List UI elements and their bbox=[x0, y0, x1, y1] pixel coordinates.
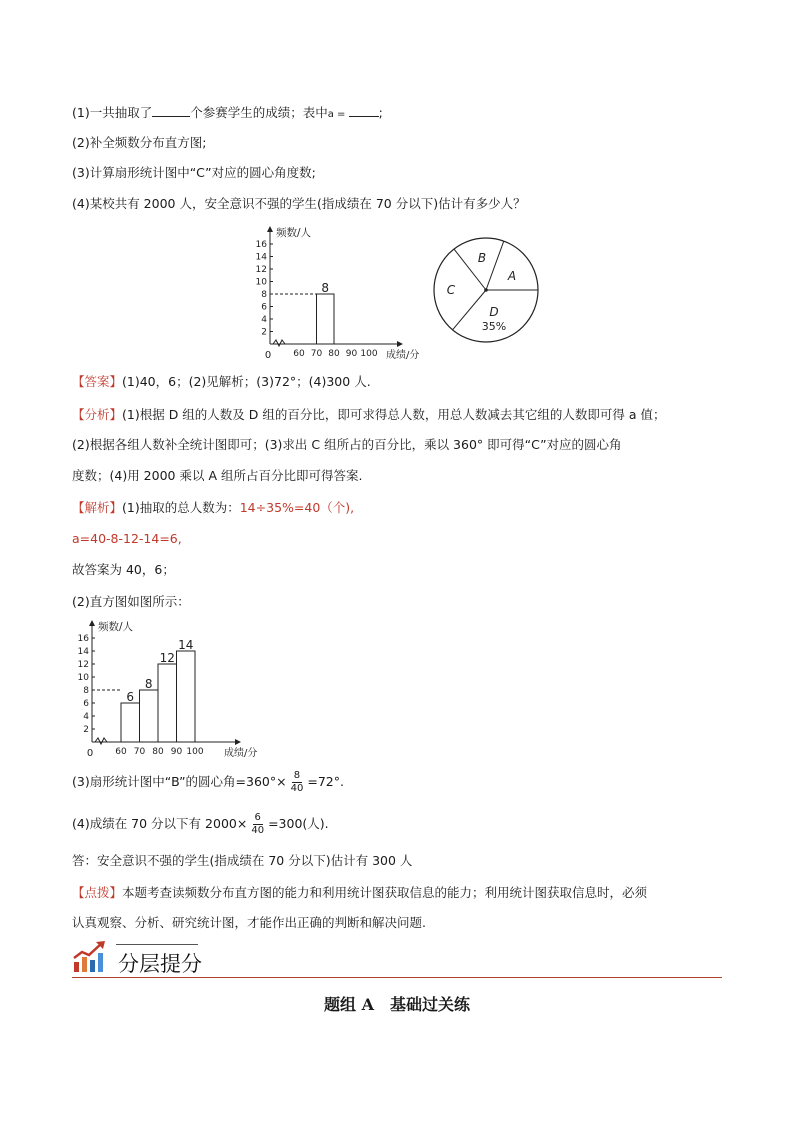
x-axis-arrow bbox=[235, 739, 241, 745]
pie-chart bbox=[432, 236, 540, 344]
y-tick-label: 12 bbox=[77, 660, 89, 670]
answer-text: (1)40，6；(2)见解析；(3)72°；(4)300 人. bbox=[122, 374, 371, 389]
histogram-bar bbox=[140, 690, 159, 742]
histogram-bar bbox=[177, 651, 196, 742]
y-tick-label: 10 bbox=[255, 277, 267, 288]
analysis-line-3: 度数；(4)用 2000 乘以 A 组所占百分比即可得答案. bbox=[72, 468, 363, 483]
comment-text-1: 本题考查读频数分布直方图的能力和利用统计图获取信息的能力；利用统计图获取信息时，必须 bbox=[122, 885, 648, 900]
q1-var: a = bbox=[327, 109, 349, 120]
analysis-tag: 【分析】 bbox=[72, 407, 123, 422]
analysis-text-1: (1)根据 D 组的人数及 D 组的百分比，即可求得总人数，用总人数减去其它组的人数即可得 a 值； bbox=[122, 407, 666, 422]
x-axis-arrow bbox=[397, 341, 403, 347]
x-tick-label: 60 bbox=[115, 747, 127, 757]
y-axis-label: 频数/人 bbox=[276, 227, 312, 239]
y-tick-label: 2 bbox=[261, 327, 267, 338]
question-3: (3)计算扇形统计图中“C”对应的圆心角度数; bbox=[72, 165, 316, 180]
x-tick-label: 100 bbox=[360, 349, 378, 359]
x-tick-label: 60 bbox=[293, 349, 305, 359]
x-axis-label: 成绩/分 bbox=[224, 748, 258, 759]
analysis-line-1 bbox=[72, 406, 665, 424]
pie-slice-label: C bbox=[446, 283, 456, 297]
solution-text-1a: (1)抽取的总人数为： bbox=[122, 500, 240, 515]
answer-tag: 【答案】 bbox=[72, 374, 123, 389]
solution-text-1b: 14÷35%=40（个), bbox=[239, 500, 355, 515]
bar-value-label: 8 bbox=[321, 281, 330, 295]
histogram-bar bbox=[121, 703, 140, 742]
solution-line-2: a=40-8-12-14=6, bbox=[72, 531, 182, 546]
x-tick-label: 80 bbox=[152, 747, 164, 757]
y-tick-label: 4 bbox=[261, 315, 267, 325]
x-axis-label: 成绩/分 bbox=[386, 350, 420, 361]
solution-line-6 bbox=[72, 812, 329, 837]
solution-text-6b: =300(人). bbox=[268, 816, 329, 831]
pie-slice-label: B bbox=[477, 251, 487, 265]
histogram-incomplete bbox=[252, 226, 432, 368]
solution-line-7: 答：安全意识不强的学生(指成绩在 70 分以下)估计有 300 人 bbox=[72, 853, 413, 868]
comment-line-2: 认真观察、分析、研究统计图，才能作出正确的判断和解决问题. bbox=[72, 915, 426, 930]
y-tick-label: 12 bbox=[255, 265, 267, 275]
group-title: 题组 A 基础过关练 bbox=[324, 995, 470, 1014]
y-tick-label: 16 bbox=[255, 240, 267, 250]
q1-end: ; bbox=[378, 105, 383, 120]
y-tick-label: 6 bbox=[83, 699, 89, 709]
pie-slice-value: 35% bbox=[481, 320, 507, 333]
fraction-6-40 bbox=[249, 812, 266, 837]
fraction-denominator: 40 bbox=[290, 783, 304, 794]
y-tick-label: 14 bbox=[77, 647, 89, 657]
pie-slice-label: D bbox=[489, 305, 499, 319]
solution-tag: 【解析】 bbox=[72, 500, 123, 515]
fraction-8-40 bbox=[289, 770, 306, 795]
axis-break bbox=[95, 738, 107, 744]
histogram-complete bbox=[60, 618, 270, 760]
x-tick-label: 90 bbox=[170, 747, 183, 757]
bar-value-label: 12 bbox=[159, 651, 175, 665]
answer-line bbox=[72, 373, 371, 391]
section-divider bbox=[72, 977, 722, 978]
origin-label: 0 bbox=[86, 748, 94, 759]
solution-text-5b: =72°. bbox=[307, 774, 344, 789]
comment-line-1 bbox=[72, 884, 647, 902]
y-tick-label: 10 bbox=[77, 673, 89, 683]
x-tick-label: 70 bbox=[310, 349, 323, 359]
section-title: 分层提分 bbox=[118, 952, 202, 976]
histogram-bar bbox=[158, 664, 177, 742]
growth-chart-icon bbox=[72, 940, 108, 974]
y-tick-label: 14 bbox=[255, 252, 267, 263]
y-tick-label: 6 bbox=[261, 302, 267, 313]
y-tick-label: 16 bbox=[77, 634, 89, 644]
fraction-numerator: 6 bbox=[254, 812, 261, 823]
bar-value-label: 6 bbox=[126, 690, 135, 704]
comment-tag: 【点拨】 bbox=[72, 885, 123, 900]
histogram-bar bbox=[317, 294, 335, 344]
section-title-overline bbox=[116, 944, 198, 945]
solution-line-4: (2)直方图如图所示： bbox=[72, 594, 190, 609]
y-axis-arrow bbox=[267, 226, 273, 232]
bar-value-label: 8 bbox=[144, 677, 153, 691]
fraction-numerator: 8 bbox=[293, 770, 301, 781]
solution-text-6a: (4)成绩在 70 分以下有 2000× bbox=[72, 816, 248, 831]
y-tick-label: 2 bbox=[83, 725, 89, 735]
axis-break bbox=[273, 340, 285, 346]
q1-text: (1)一共抽取了 bbox=[72, 105, 153, 120]
q1-blank-1 bbox=[152, 104, 190, 117]
solution-line-1 bbox=[72, 499, 354, 517]
fraction-denominator: 40 bbox=[251, 825, 265, 836]
analysis-line-2: (2)根据各组人数补全统计图即可；(3)求出 C 组所占的百分比，乘以 360° 即可得“C”对应的圆心角 bbox=[72, 437, 622, 452]
y-tick-label: 8 bbox=[83, 686, 89, 696]
q1-blank-2 bbox=[349, 104, 379, 117]
x-tick-label: 90 bbox=[345, 349, 358, 359]
y-axis-arrow bbox=[89, 620, 95, 626]
y-tick-label: 4 bbox=[83, 712, 89, 722]
question-1 bbox=[72, 104, 383, 124]
x-tick-label: 100 bbox=[186, 747, 204, 757]
pie-center bbox=[484, 288, 488, 292]
x-tick-label: 70 bbox=[133, 747, 146, 757]
y-tick-label: 8 bbox=[261, 290, 267, 300]
bar-value-label: 14 bbox=[178, 638, 194, 652]
pie-slice-label: A bbox=[507, 269, 517, 283]
question-2: (2)补全频数分布直方图; bbox=[72, 135, 207, 150]
q1-text-2: 个参赛学生的成绩；表中 bbox=[190, 105, 328, 120]
origin-label: 0 bbox=[264, 350, 272, 361]
question-4: (4)某校共有 2000 人，安全意识不强的学生(指成绩在 70 分以下)估计有多少人？ bbox=[72, 196, 526, 211]
y-axis-label: 频数/人 bbox=[98, 621, 134, 633]
x-tick-label: 80 bbox=[328, 349, 340, 359]
solution-line-5 bbox=[72, 770, 344, 795]
solution-line-3: 故答案为 40，6； bbox=[72, 562, 175, 577]
solution-text-5a: (3)扇形统计图中“B”的圆心角=360°× bbox=[72, 774, 287, 789]
